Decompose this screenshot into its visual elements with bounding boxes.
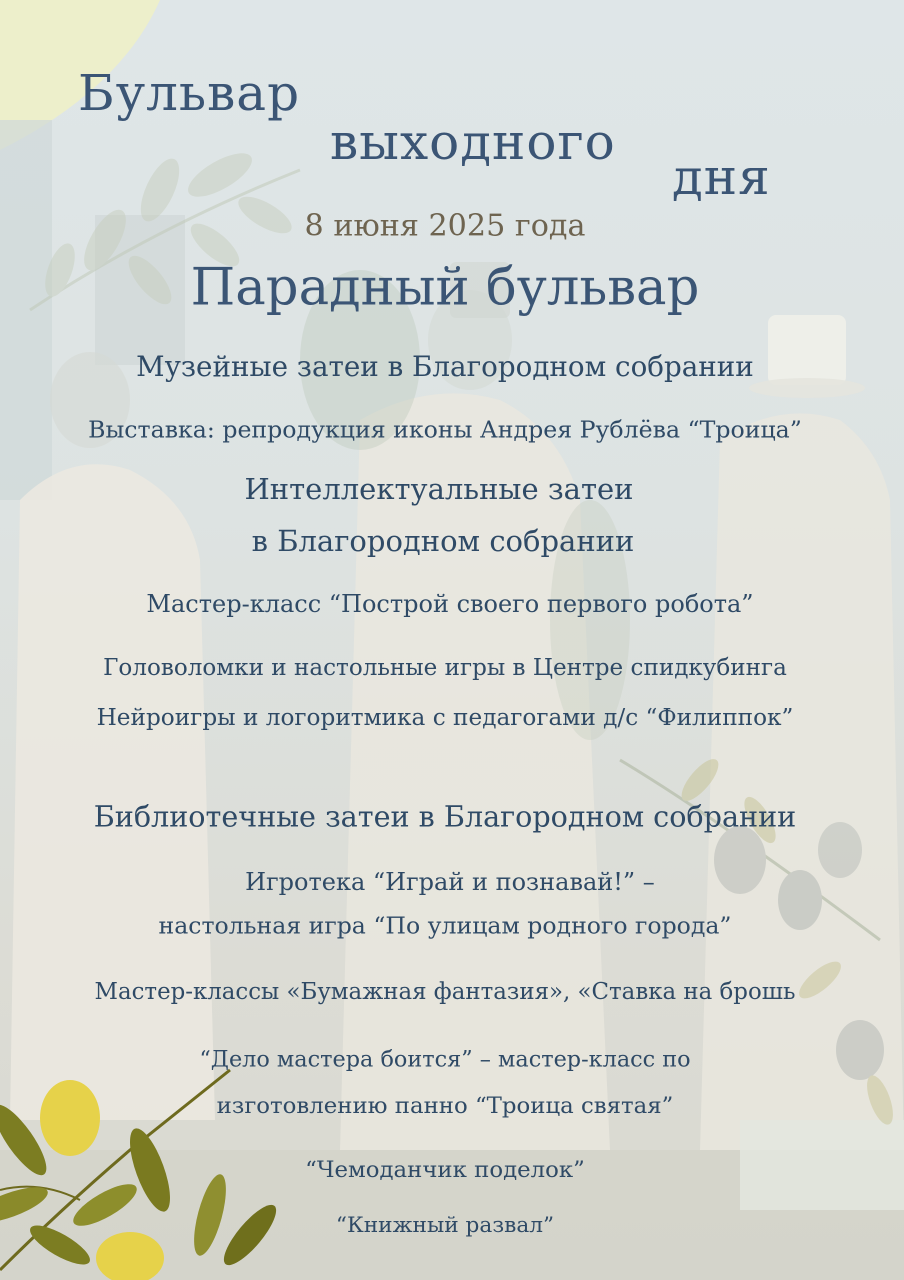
list-item: Мастер-классы «Бумажная фантазия», «Ставка на брошь <box>94 978 796 1005</box>
title-line-3: дня <box>672 148 771 206</box>
mannequin-silhouette <box>340 393 610 1150</box>
list-item: изготовлению панно “Троица святая” <box>216 1092 674 1119</box>
list-item: Игротека “Играй и познавай!” – <box>245 868 655 896</box>
list-item: Нейроигры и логоритмика с педагогами д/с “Филиппок” <box>96 704 794 732</box>
section-heading-intellectual-line-2: в Благородном собрании <box>251 524 635 558</box>
section-heading-museum: Музейные затеи в Благородном собрании <box>136 350 754 383</box>
list-item: “Чемоданчик поделок” <box>305 1156 585 1183</box>
list-item: “Дело мастера боится” – мастер-класс по <box>199 1046 691 1073</box>
list-item: Мастер-класс “Построй своего первого робота” <box>146 590 754 618</box>
list-item: Головоломки и настольные игры в Центре спидкубинга <box>103 654 787 681</box>
event-place: Парадный бульвар <box>190 258 700 318</box>
title-line-2: выходного <box>330 113 616 171</box>
event-date: 8 июня 2025 года <box>304 208 586 244</box>
mannequin-silhouette <box>10 464 215 1120</box>
list-item: настольная игра “По улицам родного города” <box>158 912 732 940</box>
list-item: Выставка: репродукция иконы Андрея Рублёва “Троица” <box>88 416 802 444</box>
list-item: “Книжный развал” <box>335 1212 555 1238</box>
section-heading-intellectual-line-1: Интеллектуальные затеи <box>244 472 634 506</box>
title-line-1: Бульвар <box>78 64 301 122</box>
section-heading-library: Библиотечные затеи в Благородном собрании <box>93 800 797 834</box>
